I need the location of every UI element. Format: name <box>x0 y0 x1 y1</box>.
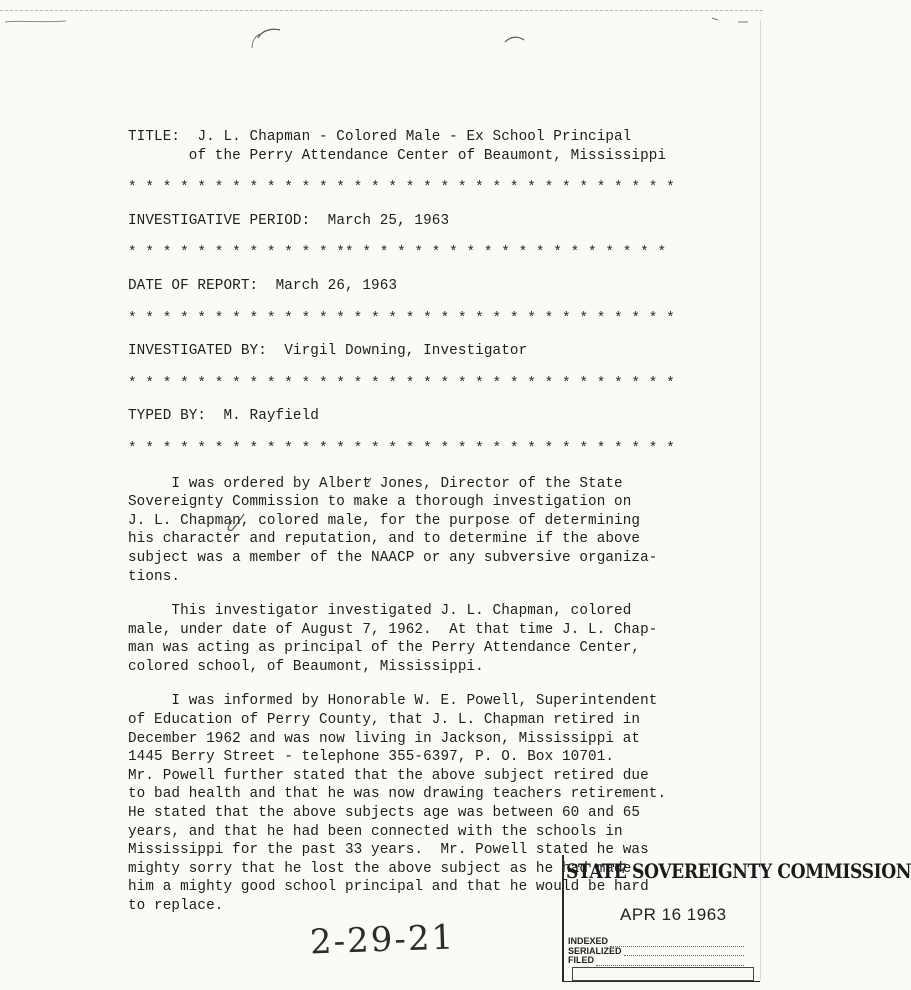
paragraph-line: colored school, of Beaumont, Mississippi. <box>128 658 484 675</box>
paragraph-line: Mississippi for the past 33 years. Mr. Powell stated he was <box>128 842 649 859</box>
paragraph-line: December 1962 and was now living in Jackson, Mississippi at <box>128 730 641 747</box>
title-value-line1: J. L. Chapman - Colored Male - Ex School Principal <box>197 129 632 145</box>
date-of-report-row <box>128 277 708 296</box>
star-divider-5: * * * * * * * * * * * * * * * * * * * * * * * * * * * * * * * * <box>128 440 675 457</box>
paragraph-line: subject was a member of the NAACP or any subversive organiza- <box>128 549 658 566</box>
commission-received-stamp <box>562 855 911 983</box>
investigative-period-label: INVESTIGATIVE PERIOD: <box>128 212 311 229</box>
stamp-label: FILED <box>568 955 594 965</box>
paragraph-line: Sovereignty Commission to make a thorough investigation on <box>128 494 632 511</box>
paragraph-line: to replace. <box>128 898 224 914</box>
paragraph-line: I was ordered by Albert Jones, Director of the State <box>128 475 623 492</box>
hole-punch-mark-right <box>505 37 524 42</box>
stamp-label: INDEXED <box>568 936 609 946</box>
paragraph-line: tions. <box>128 568 181 585</box>
star-divider-2: * * * * * * * * * * * * ** * * * * * * * * * * * * * * * * * * <box>128 245 667 262</box>
paragraph-line: This investigator investigated J. L. Chapman, colored <box>128 603 632 620</box>
investigative-period-value: March 25, 1963 <box>327 212 450 229</box>
title-label: TITLE: <box>128 129 181 145</box>
stamp-initials-box <box>572 967 754 981</box>
corner-scribble-left <box>5 21 66 22</box>
paragraph-line: his character and reputation, and to determine if the above <box>128 531 641 548</box>
stamp-row-filed <box>568 956 744 966</box>
report-body <box>128 128 708 916</box>
stamp-label: SERIALIZED <box>568 945 622 956</box>
investigative-period-row <box>128 212 708 231</box>
stamp-label-list <box>568 937 744 966</box>
paragraph-line: He stated that the above subjects age was between 60 and 65 <box>128 805 641 822</box>
investigated-by-row <box>128 342 708 361</box>
paragraph-line: male, under date of August 7, 1962. At that time J. L. Chap- <box>128 621 658 638</box>
typed-by-value: M. Rayfield <box>223 408 319 425</box>
corner-scribble-right <box>712 18 748 22</box>
stamp-organization: STATE SOVEREIGNTY COMMISSION <box>566 859 911 883</box>
investigated-by-label: INVESTIGATED BY: <box>128 343 267 360</box>
date-of-report-label: DATE OF REPORT: <box>128 277 259 294</box>
stamp-row-serialized <box>568 947 744 957</box>
typed-by-label: TYPED BY: <box>128 408 207 425</box>
paragraph-line: 1445 Berry Street - telephone 355-6397, P. O. Box 10701. <box>128 749 615 766</box>
paragraph-1 <box>128 475 708 587</box>
paragraph-line: him a mighty good school principal and that he would be hard <box>128 879 649 896</box>
star-divider-3: * * * * * * * * * * * * * * * * * * * * * * * * * * * * * * * * <box>128 310 675 327</box>
paragraph-line: of Education of Perry County, that J. L. Chapman retired in <box>128 712 641 729</box>
paragraph-line: I was informed by Honorable W. E. Powell, Superintendent <box>128 693 658 710</box>
star-divider-4: * * * * * * * * * * * * * * * * * * * * * * * * * * * * * * * * <box>128 375 675 392</box>
paragraph-line: man was acting as principal of the Perry Attendance Center, <box>128 640 641 657</box>
paragraph-line: mighty sorry that he lost the above subject as he had made <box>128 860 632 877</box>
paragraph-line: J. L. Chapman, colored male, for the purpose of determining <box>128 512 641 529</box>
title-line-2 <box>128 147 708 166</box>
paragraph-2 <box>128 602 708 676</box>
paragraph-line: to bad health and that he was now drawing teachers retirement. <box>128 786 667 803</box>
hole-punch-mark-left <box>258 29 280 38</box>
paragraph-line: years, and that he had been connected with the schools in <box>128 823 623 840</box>
stamp-date: APR 16 1963 <box>620 905 727 924</box>
paragraph-line: Mr. Powell further stated that the above subject retired due <box>128 767 649 784</box>
handwritten-file-number: 2-29-21 <box>309 917 456 963</box>
date-of-report-value: March 26, 1963 <box>275 277 398 294</box>
typed-by-row <box>128 407 708 426</box>
title-value-line2: of the Perry Attendance Center of Beaumont, Mississippi <box>188 147 667 164</box>
star-divider-1: * * * * * * * * * * * * * * * * * * * * * * * * * * * * * * * * <box>128 180 675 197</box>
investigated-by-value: Virgil Downing, Investigator <box>284 343 528 360</box>
title-line-1 <box>128 128 708 147</box>
